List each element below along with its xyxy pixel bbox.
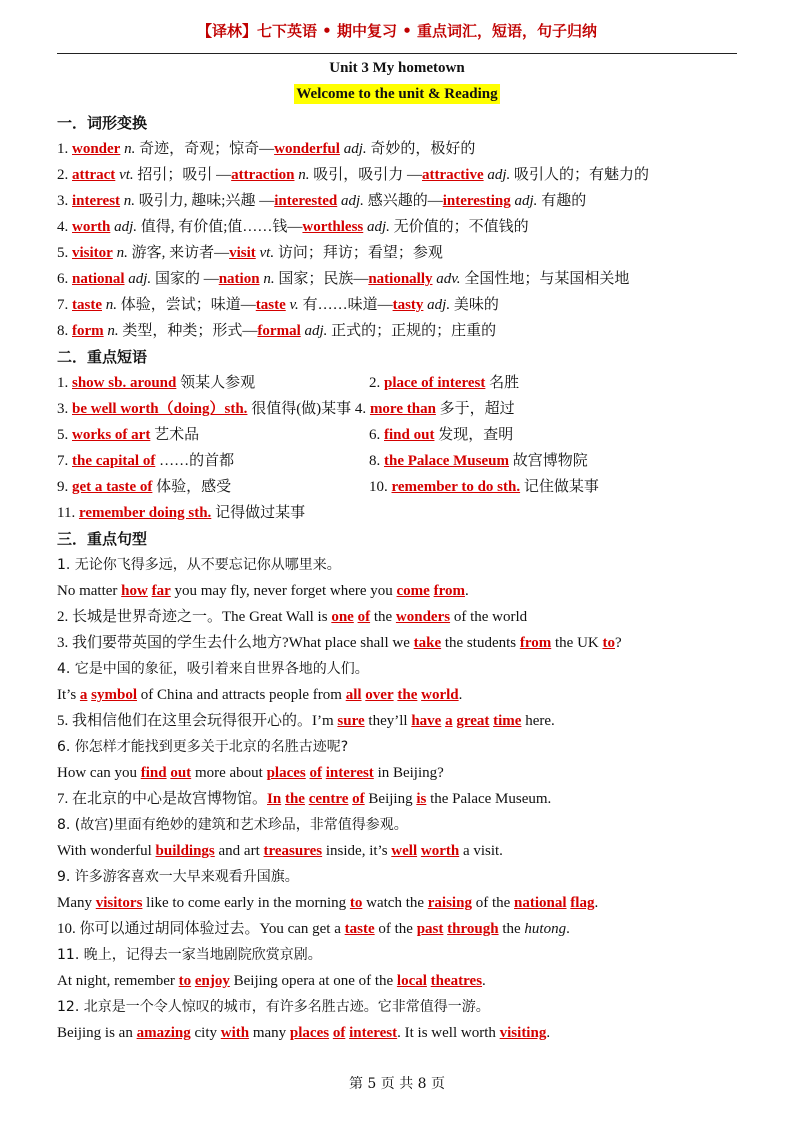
phrase-row (57, 474, 747, 500)
keyword-answer: have (411, 713, 442, 729)
sentence-english (57, 786, 747, 812)
keyword-answer: all (345, 687, 362, 703)
sentence-chinese (57, 656, 747, 682)
part-of-speech: n. (105, 297, 117, 313)
phrases-list (57, 370, 747, 526)
keyword-answer: how (121, 583, 148, 599)
keyword-answer: far (151, 583, 171, 599)
content (57, 110, 747, 1046)
keyword-answer: remember to do sth. (391, 479, 521, 495)
text-run: Beijing is an (57, 1025, 137, 1041)
keyword-answer: sure (337, 713, 365, 729)
part-of-speech: v. (289, 297, 299, 313)
keyword-answer: get a taste of (72, 479, 153, 495)
text-run: No matter (57, 583, 122, 599)
text-run: 7. 在北京的中心是故宫博物馆。 (57, 791, 268, 807)
text-run: 6. 你怎样才能找到更多关于北京的名胜古迹呢? (57, 739, 349, 755)
part-of-speech: adj. (487, 167, 511, 183)
text-run: like to come early in the morning (142, 895, 350, 911)
text-run: 9. (57, 479, 72, 495)
text-run: the UK (551, 635, 603, 651)
part-of-speech: n. (116, 245, 128, 261)
text-run: . It is well worth (397, 1025, 500, 1041)
part-of-speech: adj. (514, 193, 538, 209)
part-of-speech: n. (298, 167, 310, 183)
keyword-answer: place of interest (384, 375, 486, 391)
unit-title: Unit 3 My hometown (329, 60, 465, 76)
text-run: 9. 许多游客喜欢一大早来观看升国旗。 (57, 869, 299, 885)
text-run: watch the (362, 895, 428, 911)
word-form-line (57, 214, 747, 240)
word-form-line (57, 266, 747, 292)
text-run: With wonderful (57, 843, 156, 859)
text-run: the Palace Museum. (426, 791, 552, 807)
text-run: 7. (57, 453, 72, 469)
keyword-answer: well (391, 843, 418, 859)
keyword-answer: remember doing sth. (78, 505, 212, 521)
text-run: 11. 晚上，记得去一家当地剧院欣赏京剧。 (57, 947, 322, 963)
keyword-answer: places (266, 765, 306, 781)
page-header: 【译林】七下英语 • 期中复习 • 重点词汇，短语，句子归纳 (196, 22, 598, 40)
keyword-answer: be well worth（doing）sth. (72, 401, 248, 417)
text-run: city (190, 1025, 221, 1041)
text-run: 3. (57, 401, 72, 417)
text-run: 正式的；正规的；庄重的 (327, 323, 497, 339)
text-run: many (249, 1025, 290, 1041)
keyword-answer: In (267, 791, 282, 807)
sentence-english (57, 630, 747, 656)
text-run: . (594, 895, 599, 911)
keyword-answer: from (433, 583, 465, 599)
text-run: 5. 我相信他们在这里会玩得很开心的。I’m (57, 713, 338, 729)
keyword-answer: nationally (368, 271, 433, 287)
keyword-answer: a (79, 687, 88, 703)
text-run: . (464, 583, 469, 599)
text-run: . (482, 973, 486, 989)
part-of-speech: hutong (524, 921, 567, 937)
text-run: 3. 我们要带英国的学生去什么地方?What place shall we (57, 635, 414, 651)
keyword-answer: interesting (442, 193, 511, 209)
sentence-chinese (57, 552, 747, 578)
text-run: 1. (57, 375, 72, 391)
text-run: 体验，尝试；味道— (117, 297, 256, 313)
part-of-speech: adj. (367, 219, 390, 235)
sentence-english (57, 760, 747, 786)
text-run: 记住做某事 (520, 479, 599, 495)
text-run: ? (615, 635, 622, 651)
word-form-line (57, 162, 747, 188)
keyword-answer: show sb. around (72, 375, 177, 391)
word-form-line (57, 292, 747, 318)
text-run: 发现，查明 (434, 427, 514, 443)
section-heading-sentences: 三．重点句型 (57, 530, 148, 548)
keyword-answer: of (332, 1025, 346, 1041)
keyword-answer: visitors (95, 895, 143, 911)
text-run: 类型，种类；形式— (118, 323, 258, 339)
sentence-english (57, 968, 747, 994)
keyword-answer: through (447, 921, 499, 937)
text-run: 艺术品 (150, 427, 200, 443)
text-run: 12. 北京是一个令人惊叹的城市，有许多名胜古迹。它非常值得一游。 (57, 999, 490, 1015)
text-run: 吸引力, 趣味;兴趣 — (135, 193, 275, 209)
text-run: the (370, 609, 396, 625)
text-run: 故宫博物院 (508, 453, 588, 469)
text-run: 游客, 来访者— (127, 245, 230, 261)
part-of-speech: vt. (119, 167, 134, 183)
text-run: 有……味道— (298, 297, 393, 313)
keyword-answer: over (365, 687, 394, 703)
text-run: . (458, 687, 463, 703)
text-run: 吸引，吸引力 — (309, 167, 422, 183)
part-of-speech: adj. (114, 219, 137, 235)
sentence-english (57, 604, 747, 630)
keyword-answer: worth (420, 843, 460, 859)
keyword-answer: world (421, 687, 459, 703)
section-heading-phrases: 二．重点短语 (57, 348, 148, 366)
keyword-answer: the Palace Museum (384, 453, 509, 469)
keyword-answer: taste (344, 921, 375, 937)
text-run: more about (191, 765, 267, 781)
part-of-speech: vt. (259, 245, 275, 261)
text-run: Beijing (364, 791, 417, 807)
sentence-english (57, 708, 747, 734)
text-run: How can you (57, 765, 141, 781)
keyword-answer: enjoy (194, 973, 230, 989)
sentence-chinese (57, 864, 747, 890)
part-of-speech: adv. (436, 271, 461, 287)
text-run: . (546, 1025, 551, 1041)
text-run: and art (214, 843, 264, 859)
keyword-answer: a (445, 713, 453, 729)
word-form-line (57, 318, 747, 344)
part-of-speech: adj. (128, 271, 152, 287)
phrase-item (369, 422, 747, 448)
keyword-answer: wonders (395, 609, 451, 625)
keyword-answer: treasures (263, 843, 323, 859)
keyword-answer: wonder (72, 141, 121, 157)
part-of-speech: n. (123, 193, 136, 209)
part-of-speech: n. (124, 141, 136, 157)
text-run: Beijing opera at one of the (229, 973, 397, 989)
text-run: of the world (450, 609, 528, 625)
text-run: 5. (57, 427, 72, 443)
keyword-answer: wonderful (274, 141, 340, 157)
text-run: 3. (57, 193, 72, 209)
word-form-line (57, 136, 747, 162)
phrase-item (369, 370, 747, 396)
keyword-answer: find (140, 765, 167, 781)
keyword-answer: national (72, 271, 125, 287)
text-run: you may fly, never forget where you (170, 583, 397, 599)
keyword-answer: visiting (499, 1025, 547, 1041)
section-subtitle: Welcome to the unit & Reading (296, 86, 498, 102)
keyword-answer: buildings (155, 843, 215, 859)
text-run: 5. (57, 245, 72, 261)
keyword-answer: interest (72, 193, 121, 209)
keyword-answer: taste (72, 297, 102, 313)
keyword-answer: theatres (430, 973, 483, 989)
text-run: of the (374, 921, 417, 937)
header-divider (57, 53, 737, 54)
keyword-answer: visit (229, 245, 256, 261)
keyword-answer: great (456, 713, 490, 729)
phrase-item (57, 500, 747, 526)
text-run: 10. 你可以通过胡同体验过去。You can get a (57, 921, 345, 937)
keyword-answer: come (396, 583, 430, 599)
phrase-item (57, 370, 369, 396)
text-run: 8. (369, 453, 384, 469)
keyword-answer: nation (218, 271, 260, 287)
text-run: inside, it’s (322, 843, 392, 859)
text-run: 美味的 (450, 297, 499, 313)
keyword-answer: worthless (302, 219, 364, 235)
text-run: 6. (369, 427, 384, 443)
text-run: 很值得(做)某事 4. (247, 401, 370, 417)
keyword-answer: interest (325, 765, 374, 781)
keyword-answer: of (309, 765, 323, 781)
keyword-answer: the capital of (72, 453, 156, 469)
text-run: 记得做过某事 (211, 505, 306, 521)
keyword-answer: take (413, 635, 442, 651)
text-run: 多于，超过 (435, 401, 515, 417)
text-run: 领某人参观 (176, 375, 256, 391)
phrase-item (57, 422, 369, 448)
text-run: of China and attracts people from (137, 687, 346, 703)
keyword-answer: past (416, 921, 444, 937)
keyword-answer: more than (369, 401, 436, 417)
sentence-chinese (57, 994, 747, 1020)
text-run: 1. 无论你飞得多远，从不要忘记你从哪里来。 (57, 557, 341, 573)
text-run: here. (521, 713, 555, 729)
keyword-answer: tasty (392, 297, 424, 313)
keyword-answer: one (331, 609, 354, 625)
keyword-answer: is (416, 791, 427, 807)
sentence-english (57, 916, 747, 942)
keyword-answer: attraction (231, 167, 295, 183)
sentence-chinese (57, 812, 747, 838)
keyword-answer: places (289, 1025, 330, 1041)
keyword-answer: of (357, 609, 371, 625)
text-run: 访问；拜访；看望；参观 (274, 245, 443, 261)
text-run: 6. (57, 271, 72, 287)
keyword-answer: visitor (72, 245, 113, 261)
sentences-list (57, 552, 747, 1046)
keyword-answer: taste (255, 297, 286, 313)
phrase-row (57, 422, 747, 448)
part-of-speech: adj. (304, 323, 328, 339)
sentence-chinese (57, 734, 747, 760)
text-run: a visit. (459, 843, 503, 859)
keyword-answer: find out (384, 427, 435, 443)
phrase-item (57, 474, 369, 500)
text-run: 值得, 有价值;值……钱— (137, 219, 303, 235)
text-run: It’s (57, 687, 80, 703)
phrase-item (369, 474, 747, 500)
phrase-row (57, 370, 747, 396)
text-run: 国家；民族— (274, 271, 369, 287)
text-run: 2. (369, 375, 384, 391)
text-run: 全国性地；与某国相关地 (460, 271, 630, 287)
keyword-answer: interested (274, 193, 338, 209)
text-run: of the (471, 895, 515, 911)
sentence-chinese (57, 942, 747, 968)
phrase-item (369, 448, 747, 474)
keyword-answer: worth (72, 219, 111, 235)
phrase-row (57, 500, 747, 526)
keyword-answer: attract (72, 167, 116, 183)
keyword-answer: of (352, 791, 365, 807)
word-form-line (57, 188, 747, 214)
text-run: Many (57, 895, 96, 911)
text-run: 4. 它是中国的象征，吸引着来自世界各地的人们。 (57, 661, 369, 677)
keyword-answer: centre (308, 791, 349, 807)
part-of-speech: adj. (427, 297, 451, 313)
keyword-answer: to (602, 635, 615, 651)
text-run: 7. (57, 297, 72, 313)
text-run: 11. (57, 505, 79, 521)
text-run: 8. (故宫)里面有绝妙的建筑和艺术珍品，非常值得参观。 (57, 817, 408, 833)
part-of-speech: adj. (341, 193, 364, 209)
text-run: 体验，感受 (152, 479, 232, 495)
page-number: 第 5 页 共 8 页 (348, 1076, 446, 1092)
keyword-answer: out (170, 765, 192, 781)
keyword-answer: time (493, 713, 522, 729)
sentence-english (57, 578, 747, 604)
phrase-item (57, 396, 747, 422)
text-run: the (498, 921, 525, 937)
text-run: 4. (57, 219, 72, 235)
section-heading-word-forms: 一．词形变换 (57, 114, 148, 132)
text-run: 国家的 — (151, 271, 219, 287)
text-run: 奇迹，奇观；惊奇— (135, 141, 275, 157)
part-of-speech: n. (263, 271, 275, 287)
word-forms-list (57, 136, 747, 344)
text-run: 10. (369, 479, 392, 495)
sentence-english (57, 838, 747, 864)
part-of-speech: n. (107, 323, 119, 339)
sentence-english (57, 682, 747, 708)
keyword-answer: national (514, 895, 567, 911)
keyword-answer: attractive (421, 167, 484, 183)
text-run: 吸引人的；有魅力的 (510, 167, 650, 183)
text-run: 8. (57, 323, 72, 339)
text-run: 有趣的 (537, 193, 587, 209)
text-run: 2. 长城是世界奇迹之一。The Great Wall is (57, 609, 332, 625)
keyword-answer: amazing (136, 1025, 191, 1041)
text-run: At night, remember (57, 973, 179, 989)
text-run: in Beijing? (373, 765, 444, 781)
word-form-line (57, 240, 747, 266)
text-run: 名胜 (485, 375, 520, 391)
text-run: they’ll (364, 713, 412, 729)
keyword-answer: the (397, 687, 418, 703)
keyword-answer: interest (349, 1025, 398, 1041)
keyword-answer: formal (257, 323, 301, 339)
keyword-answer: symbol (91, 687, 138, 703)
sentence-english (57, 1020, 747, 1046)
keyword-answer: to (178, 973, 192, 989)
keyword-answer: raising (427, 895, 472, 911)
phrase-row (57, 448, 747, 474)
keyword-answer: flag (570, 895, 595, 911)
text-run: 奇妙的，极好的 (366, 141, 476, 157)
sentence-english (57, 890, 747, 916)
keyword-answer: to (349, 895, 363, 911)
phrase-item (57, 448, 369, 474)
keyword-answer: the (284, 791, 305, 807)
text-run: . (566, 921, 570, 937)
text-run: ……的首都 (155, 453, 235, 469)
keyword-answer: local (396, 973, 427, 989)
text-run: 2. (57, 167, 72, 183)
phrase-row (57, 396, 747, 422)
keyword-answer: from (519, 635, 552, 651)
text-run: 招引；吸引 — (133, 167, 232, 183)
part-of-speech: adj. (343, 141, 367, 157)
keyword-answer: works of art (72, 427, 151, 443)
text-run: 无价值的；不值钱的 (389, 219, 529, 235)
text-run: 1. (57, 141, 72, 157)
subtitle-wrap (0, 85, 794, 103)
text-run: 感兴趣的— (363, 193, 443, 209)
text-run: the students (441, 635, 520, 651)
keyword-answer: form (72, 323, 104, 339)
keyword-answer: with (220, 1025, 250, 1041)
